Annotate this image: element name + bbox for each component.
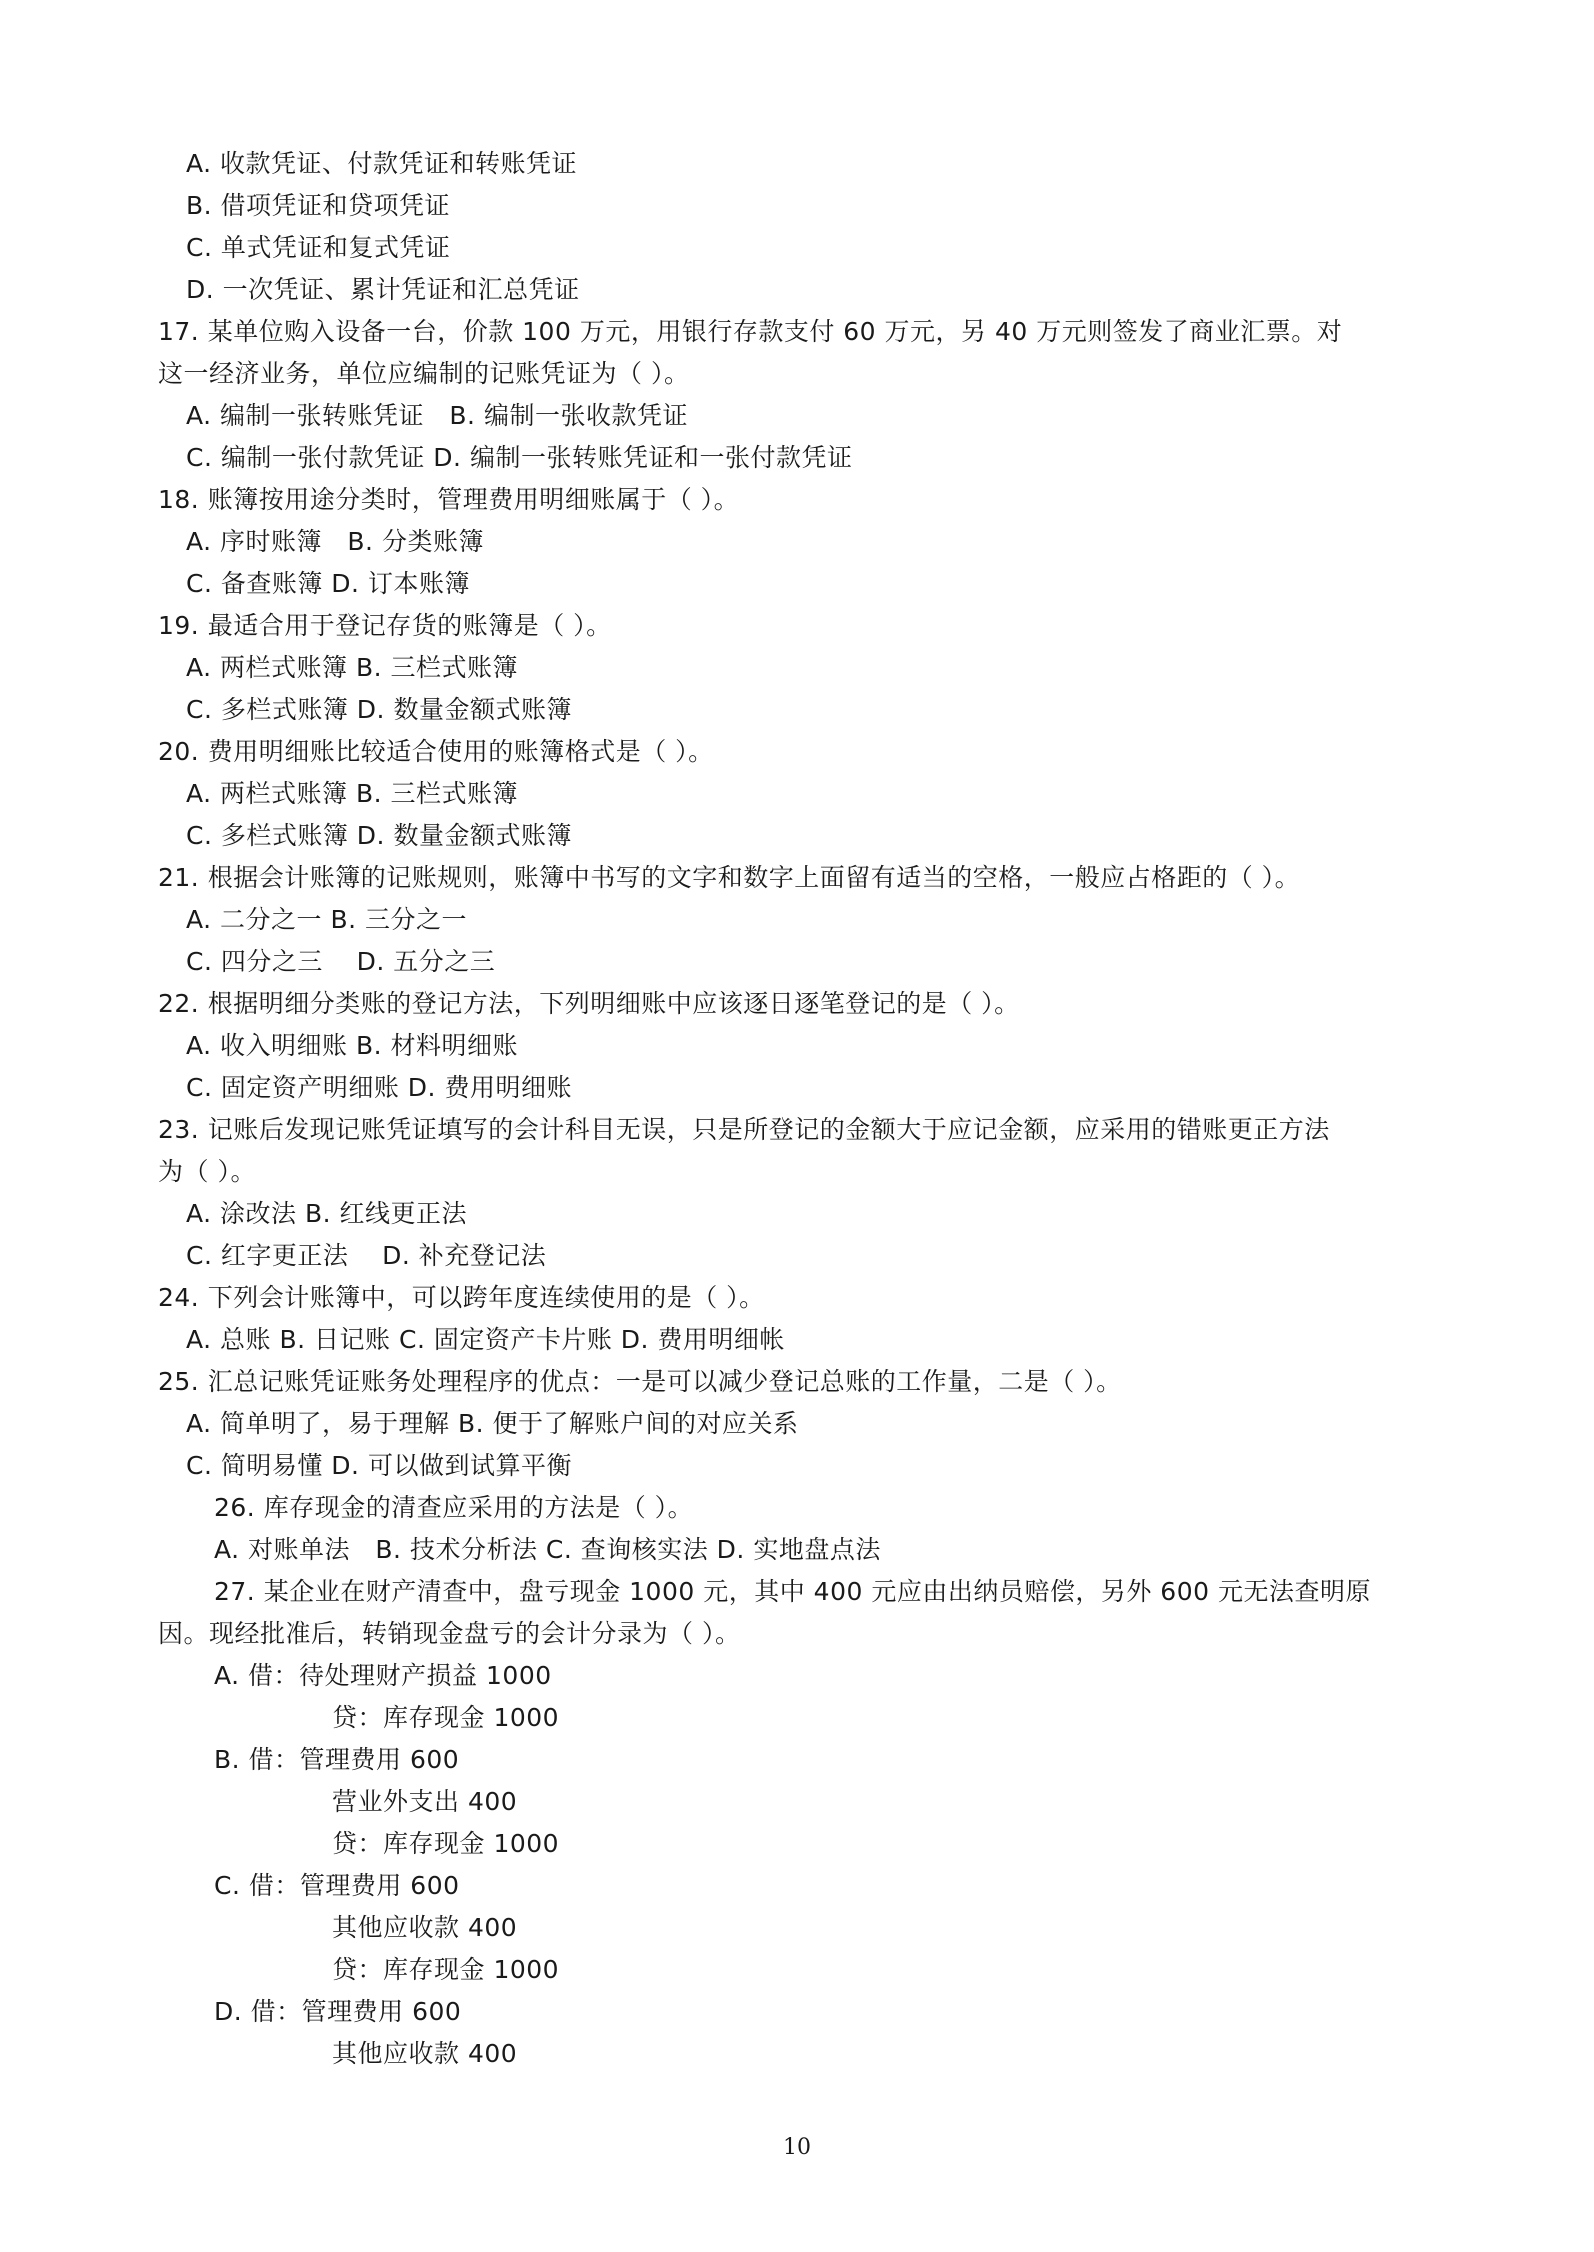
option-line: C. 四分之三 D. 五分之三	[186, 947, 496, 976]
option-line: C. 多栏式账簿 D. 数量金额式账簿	[186, 695, 572, 724]
option-line: A. 涂改法 B. 红线更正法	[186, 1199, 468, 1228]
option-line: D. 一次凭证、累计凭证和汇总凭证	[186, 275, 580, 304]
option-line: C. 简明易懂 D. 可以做到试算平衡	[186, 1451, 572, 1480]
option-line: C. 固定资产明细账 D. 费用明细账	[186, 1073, 572, 1102]
option-line: D. 借：管理费用 600	[214, 1997, 462, 2026]
page-number: 10	[783, 2135, 811, 2160]
option-line: A. 收款凭证、付款凭证和转账凭证	[186, 149, 578, 178]
option-line: C. 借：管理费用 600	[214, 1871, 460, 1900]
entry-line: 其他应收款 400	[332, 1913, 518, 1942]
question-23: 23. 记账后发现记账凭证填写的会计科目无误，只是所登记的金额大于应记金额，应采用的错账更正方法	[158, 1115, 1330, 1144]
question-27: 27. 某企业在财产清查中，盘亏现金 1000 元，其中 400 元应由出纳员赔偿，另外 600 元无法查明原	[214, 1577, 1371, 1606]
question-25: 25. 汇总记账凭证账务处理程序的优点：一是可以减少登记总账的工作量，二是（ ）。	[158, 1367, 1122, 1396]
option-line: B. 借：管理费用 600	[214, 1745, 460, 1774]
entry-line: 贷：库存现金 1000	[332, 1703, 560, 1732]
option-line: A. 二分之一 B. 三分之一	[186, 905, 468, 934]
question-24: 24. 下列会计账簿中，可以跨年度连续使用的是（ ）。	[158, 1283, 765, 1312]
question-21: 21. 根据会计账簿的记账规则，账簿中书写的文字和数字上面留有适当的空格，一般应占格距的（ ）。	[158, 863, 1301, 892]
option-line: A. 编制一张转账凭证 B. 编制一张收款凭证	[186, 401, 688, 430]
question-27-cont: 因。现经批准后，转销现金盘亏的会计分录为（ ）。	[158, 1619, 741, 1648]
option-line: C. 单式凭证和复式凭证	[186, 233, 451, 262]
question-17-cont: 这一经济业务，单位应编制的记账凭证为（ ）。	[158, 359, 690, 388]
option-line: A. 两栏式账簿 B. 三栏式账簿	[186, 653, 519, 682]
page-content	[0, 143, 1594, 2075]
option-line: A. 借：待处理财产损益 1000	[214, 1661, 552, 1690]
question-19: 19. 最适合用于登记存货的账簿是（ ）。	[158, 611, 612, 640]
question-22: 22. 根据明细分类账的登记方法，下列明细账中应该逐日逐笔登记的是（ ）。	[158, 989, 1020, 1018]
option-line: B. 借项凭证和贷项凭证	[186, 191, 451, 220]
question-26: 26. 库存现金的清查应采用的方法是（ ）。	[214, 1493, 694, 1522]
entry-line: 贷：库存现金 1000	[332, 1955, 560, 1984]
option-line: C. 备查账簿 D. 订本账簿	[186, 569, 470, 598]
option-line: A. 收入明细账 B. 材料明细账	[186, 1031, 519, 1060]
entry-line: 营业外支出 400	[332, 1787, 518, 1816]
entry-line: 贷：库存现金 1000	[332, 1829, 560, 1858]
question-18: 18. 账簿按用途分类时，管理费用明细账属于（ ）。	[158, 485, 740, 514]
option-line: C. 编制一张付款凭证 D. 编制一张转账凭证和一张付款凭证	[186, 443, 853, 472]
question-20: 20. 费用明细账比较适合使用的账簿格式是（ ）。	[158, 737, 714, 766]
entry-line: 其他应收款 400	[332, 2039, 518, 2068]
question-23-cont: 为（ ）。	[158, 1157, 256, 1186]
option-line: A. 简单明了，易于理解 B. 便于了解账户间的对应关系	[186, 1409, 799, 1438]
option-line: A. 对账单法 B. 技术分析法 C. 查询核实法 D. 实地盘点法	[214, 1535, 881, 1564]
option-line: A. 两栏式账簿 B. 三栏式账簿	[186, 779, 519, 808]
option-line: C. 多栏式账簿 D. 数量金额式账簿	[186, 821, 572, 850]
option-line: A. 序时账簿 B. 分类账簿	[186, 527, 484, 556]
option-line: A. 总账 B. 日记账 C. 固定资产卡片账 D. 费用明细帐	[186, 1325, 785, 1354]
question-17: 17. 某单位购入设备一台，价款 100 万元，用银行存款支付 60 万元，另 40 万元则签发了商业汇票。对	[158, 317, 1343, 346]
option-line: C. 红字更正法 D. 补充登记法	[186, 1241, 547, 1270]
